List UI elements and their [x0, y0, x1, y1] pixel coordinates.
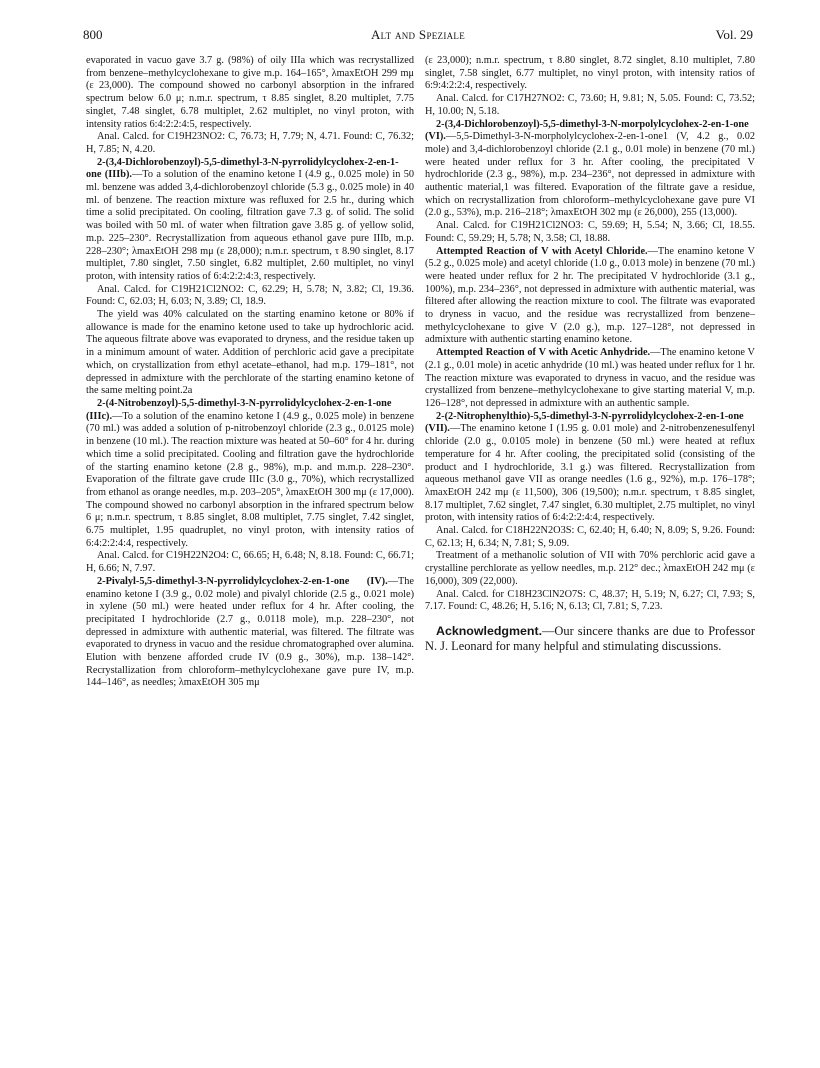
- paragraph-text: Treatment of a methanolic solution of VII with 70% perchloric acid gave a crystalline perchlorate as yellow needles, m.p. 212° dec.; λmaxEtOH 242 mμ (ε 16,000), 309 (22,000).: [425, 550, 755, 587]
- paragraph: [86, 576, 414, 690]
- paragraph-text: —5,5-Dimethyl-3-N-morpholylcyclohex-2-en-1-one1 (V, 4.2 g., 0.02 mole) and 3,4-dichlorobenzoyl chloride (2.1 g., 0.01 mole) in benzene (70 ml.) were heated under reflux for 3 hr. After cooling, the precipitated V hydrochloride (2.3 g., 98%), m.p. 234–236°, not depressed in admixture with authentic material,1 was filtered. Evaporation of the filtrate gave a residue, which on recrystallization from chloroform–methylcyclohexane gave pure VI (2.0 g., 53%), m.p. 216–218°; λmaxEtOH 302 mμ (ε 26,000), 255 (13,000).: [425, 131, 755, 219]
- compound-heading: 2-(4-Nitrobenzoyl)-5,5-dimethyl-3-N-pyrrolidylcyclohex-2-en-1-one (IIIc).: [86, 397, 392, 422]
- acknowledgment-heading: Acknowledgment.: [436, 623, 543, 638]
- continued-paragraph: [86, 55, 414, 131]
- paragraph-text: —The enamino ketone V (2.1 g., 0.01 mole) in acetic anhydride (10 ml.) was heated under reflux for 1 hr. The reaction mixture was evaporated to dryness in vacuo, and the residue was crystallized from benzene–methylcyclohexane to give starting material V, m.p. 126–128°, not depressed in admixture with an authentic sample.: [425, 347, 755, 409]
- acknowledgment: [425, 624, 755, 654]
- paragraph: [425, 93, 755, 118]
- paragraph: [425, 119, 755, 221]
- paragraph: [86, 131, 414, 156]
- page-header: [83, 27, 753, 43]
- paragraph-text: —The enamino ketone I (3.9 g., 0.02 mole) and pivalyl chloride (2.5 g., 0.021 mole) in xylene (50 ml.) were heated under reflux for 4 hr. After cooling, the precipitated I hydrochloride (2.7 g., 0.0118 mole), m.p. 228–230°, not depressed in admixture with authentic material, was filtered. The filtrate was evaporated to dryness in vacuo and the residue chromatographed over alumina. Elution with benzene afforded crude IV (0.9 g., 30%), m.p. 138–142°. Recrystallization from chloroform–methylcyclohexane gave pure IV, m.p. 144–146°, as needles; λmaxEtOH 305 mμ: [86, 575, 414, 689]
- paragraph: [86, 157, 414, 284]
- left-column: [86, 55, 414, 690]
- paragraph: [425, 246, 755, 348]
- paragraph-text: Anal. Calcd. for C19H23NO2: C, 76.73; H, 7.79; N, 4.71. Found: C, 76.32; H, 7.85; N, 4.20.: [86, 131, 414, 155]
- paragraph: [425, 220, 755, 245]
- paragraph: [425, 525, 755, 550]
- paragraph: [86, 398, 414, 550]
- paragraph-text: Anal. Calcd. for C17H27NO2: C, 73.60; H, 9.81; N, 5.05. Found: C, 73.52; H, 10.00; N, 5.18.: [425, 93, 755, 117]
- paragraph: [86, 284, 414, 309]
- paragraph-text: —The enamino ketone V (5.2 g., 0.025 mole) and acetyl chloride (1.0 g., 0.013 mole) in benzene (70 ml.) were heated under reflux for 2 hr. The precipitated V hydrochloride (3.1 g., 100%), m.p. 234–236°, not depressed in admixture with authentic material, was filtered after allowing the reaction mixture to cool. The filtrate was evaporated to dryness in vacuo, and the residue was recrystallized from benzene–methylcyclohexane to give V (2.0 g.), m.p. 127–128°, not depressed in admixture with authentic starting enamino ketone.: [425, 245, 755, 346]
- paragraph-text: (ε 23,000); n.m.r. spectrum, τ 8.80 singlet, 8.72 singlet, 8.10 multiplet, 7.80 singlet, 7.58 singlet, 6.77 multiplet, no vinyl proton, with intensity ratios of 6:9:4:2:2:4, respectively.: [425, 55, 755, 92]
- continued-paragraph: [425, 55, 755, 93]
- paragraph-text: —To a solution of the enamino ketone I (4.9 g., 0.025 mole) in 50 ml. benzene was added 3,4-dichlorobenzoyl chloride (5.3 g., 0.025 mole) in 40 ml. of benzene. The reaction mixture was refluxed for 2.5 hr., during which time a solid precipitated. On cooling, filtration gave 7.3 g. of solid. The solid was boiled with 50 ml. of water when filtration gave 3.85 g. of yellow solid, m.p. 225–230°. Recrystallization from aqueous ethanol gave pure IIIb, m.p. 228–230°; λmaxEtOH 298 mμ (ε 28,000); n.m.r. spectrum, τ 8.90 singlet, 8.17 multiplet, 7.80 singlet, 7.50 singlet, 6.82 multiplet, 2.60 multiplet, no vinyl proton, with intensity ratios of 6:4:2:2:4:3, respectively.: [86, 169, 414, 282]
- page-number: 800: [83, 27, 103, 42]
- paragraph: [86, 550, 414, 575]
- running-title: Alt and Speziale: [370, 27, 466, 42]
- paragraph-text: Anal. Calcd. for C18H22N2O3S: C, 62.40; H, 6.40; N, 8.09; S, 9.26. Found: C, 62.13; H, 6.34; N, 7.81; S, 9.09.: [425, 525, 755, 549]
- paragraph-text: Anal. Calcd. for C18H23ClN2O7S: C, 48.37; H, 5.19; N, 6.27; Cl, 7.93; S, 7.17. Found: C, 48.26; H, 5.16; N, 6.13; Cl, 7.81; S, 7.23.: [425, 588, 755, 613]
- paragraph: [425, 347, 755, 411]
- volume-label: Vol. 29: [715, 27, 753, 42]
- acknowledgment-text: —Our sincere thanks are due to Professor N. J. Leonard for many helpful and stimulating discussions.: [425, 623, 755, 653]
- compound-heading: 2-(2-Nitrophenylthio)-5,5-dimethyl-3-N-pyrrolidylcyclohex-2-en-1-one (VII).: [425, 410, 744, 435]
- paragraph-text: Anal. Calcd. for C19H21Cl2NO2: C, 62.29; H, 5.78; N, 3.82; Cl, 19.36. Found: C, 62.03; H, 6.03; N, 3.89; Cl, 18.9.: [86, 283, 414, 308]
- compound-heading: 2-(3,4-Dichlorobenzoyl)-5,5-dimethyl-3-N-pyrrolidylcyclohex-2-en-1-one (IIIb).: [86, 156, 399, 181]
- paragraph: [86, 309, 414, 398]
- paragraph: [425, 550, 755, 588]
- paragraph-text: evaporated in vacuo gave 3.7 g. (98%) of oily IIIa which was recrystallized from benzene–methylcyclohexane to give m.p. 164–165°, λmaxEtOH 299 mμ (ε 23,000). The compound showed no carbonyl absorption in the infrared spectrum below 6.0 μ; n.m.r. spectrum, τ 8.85 singlet, 8.20 multiplet, 7.75 singlet, 7.48 singlet, 6.78 multiplet, 2.62 multiplet, no vinyl proton, with intensity ratios 6:4:2:2:4:5, respectively.: [86, 55, 414, 130]
- compound-heading: Attempted Reaction of V with Acetic Anhydride.: [436, 347, 651, 359]
- right-column: [425, 55, 755, 654]
- paragraph-text: —The enamino ketone I (1.95 g. 0.01 mole) and 2-nitrobenzenesulfenyl chloride (2.0 g., 0.0105 mole) in benzene (50 ml.) were heated at reflux temperature for 4 hr. After cooling, the precipitated solid (consisting of the product and I hydrochloride, 3.1 g.) was filtered. Recrystallization from aqueous methanol gave VII as orange needles (1.6 g., 92%), m.p. 176–178°; λmaxEtOH 242 mμ (ε 11,500), 306 (19,500); n.m.r. spectrum, τ 8.85 singlet, 8.17 multiplet, 7.62 singlet, 7.47 singlet, 6.30 multiplet, 2.75 multiplet, no vinyl proton, with intensity ratios of 6:4:2:2:4:4, respectively.: [425, 423, 755, 524]
- paragraph-text: —To a solution of the enamino ketone I (4.9 g., 0.025 mole) in benzene (70 ml.) was added a solution of p-nitrobenzoyl chloride (2.3 g., 0.0125 mole) in benzene (10 ml.). The reaction mixture was heated at 50–60° for 4 hr. during which time a solid precipitated. Cooling and filtration gave the hydrochloride of the starting enamino ketone (2.8 g., 98%), m.p. and m.m.p. 228–230°. Evaporation of the filtrate gave crude IIIc (3.0 g., 70%), which recrystallized from ethanol as orange needles, m.p. 203–205°, λmaxEtOH 300 mμ (ε 17,000). The compound showed no carbonyl absorption in the infrared spectrum below 6 μ; n.m.r. spectrum, τ 8.85 singlet, 8.08 multiplet, 7.75 singlet, 7.42 singlet, 6.75 multiplet, 1.95 quadruplet, no vinyl proton, with intensity ratios of 6:4:2:2:4:4, respectively.: [86, 410, 414, 549]
- paragraph-text: The yield was 40% calculated on the starting enamino ketone or 80% if allowance is made for the enamino ketone used to take up hydrochloric acid. The aqueous filtrate above was evaporated to dryness, and the residue taken up in a minimum amount of water. Addition of perchloric acid gave a precipitate which, on crystallization from ethyl acetate–ethanol, had m.p. 179–181°, not depressed in admixture with the perchlorate of the starting enamino ketone of the same melting point.2a: [86, 309, 414, 397]
- paragraph-text: Anal. Calcd. for C19H21Cl2NO3: C, 59.69; H, 5.54; N, 3.66; Cl, 18.55. Found: C, 59.29; H, 5.78; N, 3.58; Cl, 18.88.: [425, 220, 755, 244]
- paragraph-text: Anal. Calcd. for C19H22N2O4: C, 66.65; H, 6.48; N, 8.18. Found: C, 66.71; H, 6.66; N, 7.97.: [86, 550, 414, 575]
- compound-heading: 2-Pivalyl-5,5-dimethyl-3-N-pyrrolidylcyclohex-2-en-1-one (IV).: [97, 575, 388, 587]
- compound-heading: 2-(3,4-Dichlorobenzoyl)-5,5-dimethyl-3-N-morpolylcyclohex-2-en-1-one (VI).: [425, 118, 749, 143]
- paragraph: [425, 411, 755, 525]
- paragraph: [425, 589, 755, 614]
- compound-heading: Attempted Reaction of V with Acetyl Chloride.: [436, 245, 648, 257]
